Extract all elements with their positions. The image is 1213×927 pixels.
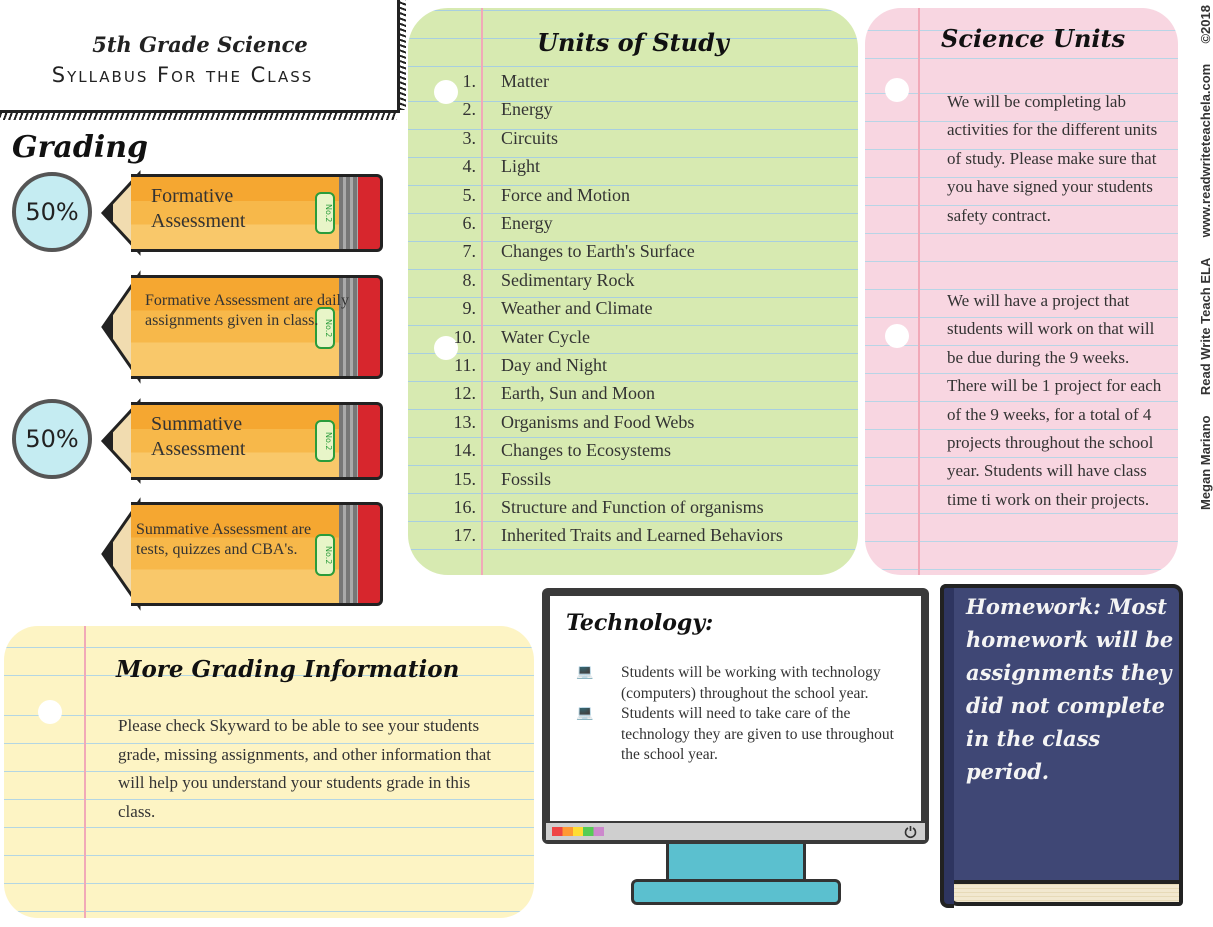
science-units-paragraph-2: We will have a project that students will work on that will be due during the 9 weeks. There will be 1 project for each of the 9 weeks, for a total of 4 projects throughout the school year. Students will have class time ti work on their projects. — [947, 291, 1162, 509]
unit-number: 12. — [453, 383, 476, 404]
pencil-badge: No.2 — [315, 307, 335, 349]
unit-item: Fossils — [501, 468, 552, 489]
unit-item: Day and Night — [501, 355, 607, 375]
technology-item-2: Students will need to take care of the technology they are given to use throughout the school year. — [621, 705, 894, 763]
unit-item: Sedimentary Rock — [501, 269, 635, 290]
pencil-badge: No.2 — [315, 534, 335, 576]
formative-pencil — [103, 172, 383, 254]
summative-percent-badge: 50% — [12, 399, 92, 479]
unit-number: 17. — [453, 525, 476, 546]
more-grading-card — [4, 626, 534, 918]
unit-item: Circuits — [501, 127, 558, 148]
more-grading-title: More Grading Information — [116, 656, 460, 683]
technology-title: Technology: — [566, 610, 714, 636]
summative-description: Summative Assessment are tests, quizzes and CBA's. — [136, 521, 312, 558]
credit-site: www.readwriteteachela.com — [1198, 63, 1213, 238]
credit-copyright: ©2018 — [1198, 5, 1213, 44]
formative-percent-badge: 50% — [12, 172, 92, 252]
unit-item: Changes to Earth's Surface — [501, 241, 695, 262]
technology-item-1: Students will be working with technology (computers) throughout the school year. — [621, 664, 881, 702]
unit-item: Changes to Ecosystems — [501, 440, 671, 461]
power-icon — [904, 825, 917, 838]
units-of-study-card — [408, 8, 858, 575]
unit-item: Matter — [501, 71, 549, 91]
unit-number: 1. — [462, 71, 476, 91]
unit-item: Organisms and Food Webs — [501, 411, 695, 432]
unit-number: 9. — [462, 298, 476, 319]
formative-description: Formative Assessment are daily assignments given in class. — [145, 292, 349, 329]
unit-number: 2. — [462, 99, 476, 120]
unit-number: 8. — [462, 269, 476, 290]
title-box — [0, 0, 400, 113]
credit-author: Megan Mariano — [1198, 415, 1213, 510]
unit-item: Force and Motion — [501, 184, 630, 205]
punch-hole — [38, 700, 62, 724]
unit-item: Energy — [501, 99, 553, 120]
summative-description-pencil — [103, 500, 383, 608]
science-units-title: Science Units — [941, 24, 1126, 53]
unit-number: 15. — [453, 468, 476, 489]
more-grading-text: Please check Skyward to be able to see your students grade, missing assignments, and other information that will help you understand your students grade in this class. — [118, 716, 491, 821]
formative-label: Formative Assessment — [151, 185, 246, 232]
unit-number: 16. — [453, 497, 476, 517]
monitor-taskbar — [546, 823, 925, 840]
page-title: 5th Grade Science — [92, 32, 308, 57]
laptop-icon: 💻 — [576, 705, 594, 721]
punch-hole — [885, 78, 909, 102]
unit-item: Structure and Function of organisms — [501, 497, 764, 517]
science-units-card — [865, 8, 1178, 575]
page-subtitle: Syllabus For the Class — [51, 63, 314, 87]
unit-number: 5. — [462, 184, 476, 205]
unit-item: Earth, Sun and Moon — [501, 383, 655, 404]
unit-number: 6. — [462, 213, 476, 233]
pencil-badge: No.2 — [315, 420, 335, 462]
unit-item: Energy — [501, 213, 553, 233]
unit-number: 14. — [453, 440, 476, 461]
monitor-stand-neck — [666, 844, 806, 880]
credit-vertical — [1182, 5, 1213, 515]
unit-number: 4. — [462, 156, 476, 177]
unit-item: Water Cycle — [501, 326, 591, 347]
punch-hole — [885, 324, 909, 348]
unit-number: 7. — [462, 241, 476, 262]
homework-text: Homework: Most homework will be assignments they did not complete in the class period. — [966, 594, 1174, 784]
science-units-paragraph-1: We will be completing lab activities for the different units of study. Please make sure that you have signed your students safety contract. — [947, 92, 1158, 225]
monitor-stand-base — [631, 879, 841, 905]
unit-item: Weather and Climate — [501, 298, 653, 319]
credit-brand: Read Write Teach ELA — [1198, 257, 1213, 396]
unit-number: 13. — [453, 411, 476, 432]
unit-item: Inherited Traits and Learned Behaviors — [501, 525, 783, 546]
unit-number: 3. — [462, 127, 476, 148]
pencil-badge: No.2 — [315, 192, 335, 234]
color-strip — [552, 827, 604, 836]
summative-label: Summative Assessment — [151, 413, 246, 460]
grading-heading: Grading — [12, 130, 149, 165]
unit-item: Light — [501, 156, 540, 177]
units-title: Units of Study — [537, 28, 729, 57]
unit-number: 10. — [453, 326, 476, 347]
unit-number: 11. — [454, 355, 476, 375]
laptop-icon: 💻 — [576, 664, 594, 680]
summative-pencil — [103, 400, 383, 482]
formative-description-pencil — [103, 273, 383, 381]
